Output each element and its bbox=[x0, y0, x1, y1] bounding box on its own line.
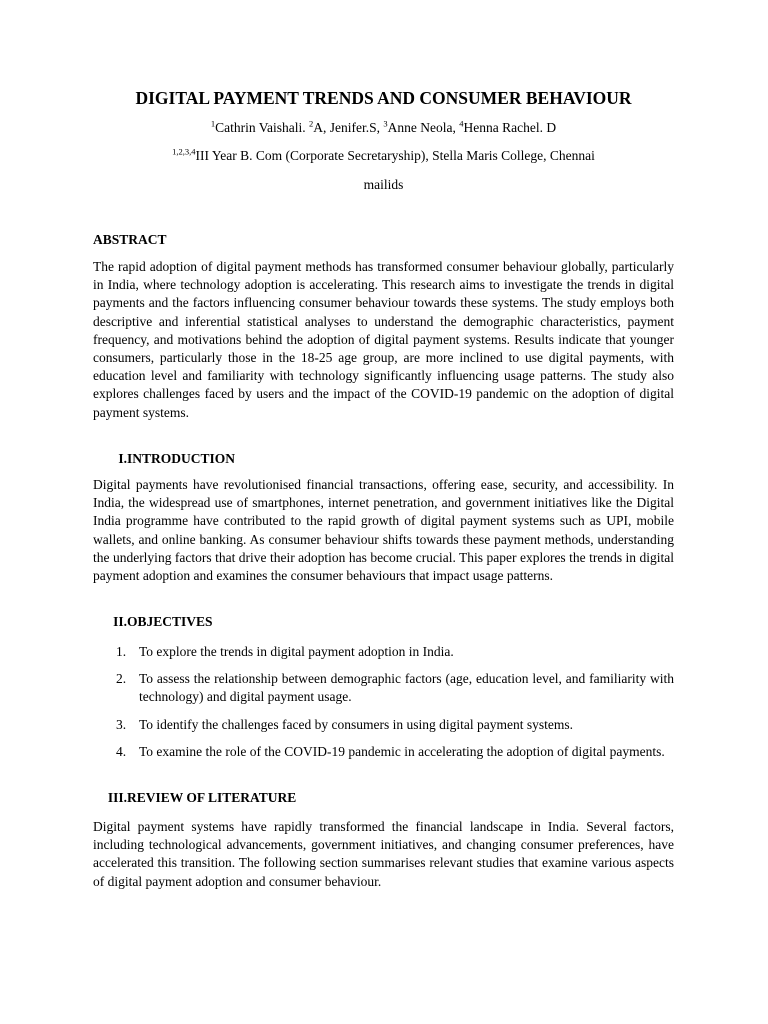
section-title: REVIEW OF LITERATURE bbox=[127, 790, 297, 805]
section-heading-introduction bbox=[93, 451, 674, 469]
author-3-name: Anne Neola, bbox=[387, 120, 460, 135]
section-heading-review-of-literature bbox=[93, 790, 674, 808]
author-4-name: Henna Rachel. D bbox=[463, 120, 557, 135]
list-item-number: 4. bbox=[116, 743, 127, 759]
list-item bbox=[93, 716, 674, 734]
section-number: III. bbox=[107, 790, 127, 805]
review-of-literature-text: Digital payment systems have rapidly transformed the financial landscape in India. Several factors, including technological advancements, government initiatives, and changing consumer preferences, have accelerated this transition. The following section summarises relevant studies that examine various aspects of digital payment adoption and consumer behaviour. bbox=[93, 819, 674, 889]
list-item-text: To explore the trends in digital payment adoption in India. bbox=[139, 644, 454, 659]
author-2-name: A, Jenifer.S, bbox=[313, 120, 384, 135]
objectives-list bbox=[93, 643, 674, 761]
author-3-superscript: 3 bbox=[383, 118, 388, 129]
author-1-superscript: 1 bbox=[210, 118, 216, 129]
author-4-superscript: 4 bbox=[459, 118, 464, 129]
section-number: I. bbox=[118, 451, 127, 466]
affiliation-line bbox=[93, 148, 674, 164]
list-item-text: To identify the challenges faced by consumers in using digital payment systems. bbox=[139, 716, 573, 732]
list-item-text: To examine the role of the COVID-19 pandemic in accelerating the adoption of digital payments. bbox=[139, 743, 665, 759]
list-item-number: 3. bbox=[116, 716, 127, 732]
list-item bbox=[93, 670, 674, 706]
section-number: II. bbox=[113, 614, 127, 629]
author-1-name: Cathrin Vaishali. bbox=[215, 120, 310, 135]
author-line bbox=[93, 120, 674, 136]
list-item bbox=[93, 643, 674, 661]
abstract-text: The rapid adoption of digital payment methods has transformed consumer behaviour globally, particularly in India, where technology adoption is accelerating. This research aims to investigate the trends in digital payments and the factors influencing consumer behaviour towards these systems. The study employs both descriptive and inferential statistical analyses to understand the demographic characteristics, payment frequency, and motivations behind the adoption of digital payment systems. Results indicate that younger consumers, particularly those in the 18-25 age group, are more inclined to use digital payments, with education level and familiarity with technology significantly influencing usage patterns. The study also explores challenges faced by users and the impact of the COVID-19 pandemic on the adoption of digital payment systems. bbox=[93, 259, 674, 420]
abstract-heading: ABSTRACT bbox=[93, 232, 167, 247]
list-item-text: To assess the relationship between demographic factors (age, education level, and familiarity with technology) and digital payment usage. bbox=[139, 671, 674, 705]
list-item-number: 1. bbox=[116, 644, 127, 659]
section-heading-objectives bbox=[93, 614, 674, 632]
affiliation-text: III Year B. Com (Corporate Secretaryship), Stella Maris College, Chennai bbox=[195, 148, 595, 163]
paper-title: DIGITAL PAYMENT TRENDS AND CONSUMER BEHAVIOUR bbox=[135, 88, 632, 108]
list-item bbox=[93, 743, 674, 761]
list-item-number: 2. bbox=[116, 671, 127, 687]
author-2-superscript: 2 bbox=[309, 118, 314, 129]
mail-line: mailids bbox=[363, 177, 404, 192]
affiliation-superscript: 1,2,3,4 bbox=[172, 146, 196, 157]
section-title: INTRODUCTION bbox=[127, 451, 236, 466]
introduction-text: Digital payments have revolutionised financial transactions, offering ease, security, and accessibility. In India, the widespread use of smartphones, internet penetration, and government initiatives like the Digital India programme have contributed to the rapid growth of digital payment systems such as UPI, mobile wallets, and online banking. As consumer behaviour shifts towards these payment methods, understanding the underlying factors that drive their adoption has become crucial. This paper explores the trends in digital payment adoption and examines the consumer behaviours that impact usage patterns. bbox=[93, 477, 674, 584]
section-title: OBJECTIVES bbox=[127, 614, 213, 629]
